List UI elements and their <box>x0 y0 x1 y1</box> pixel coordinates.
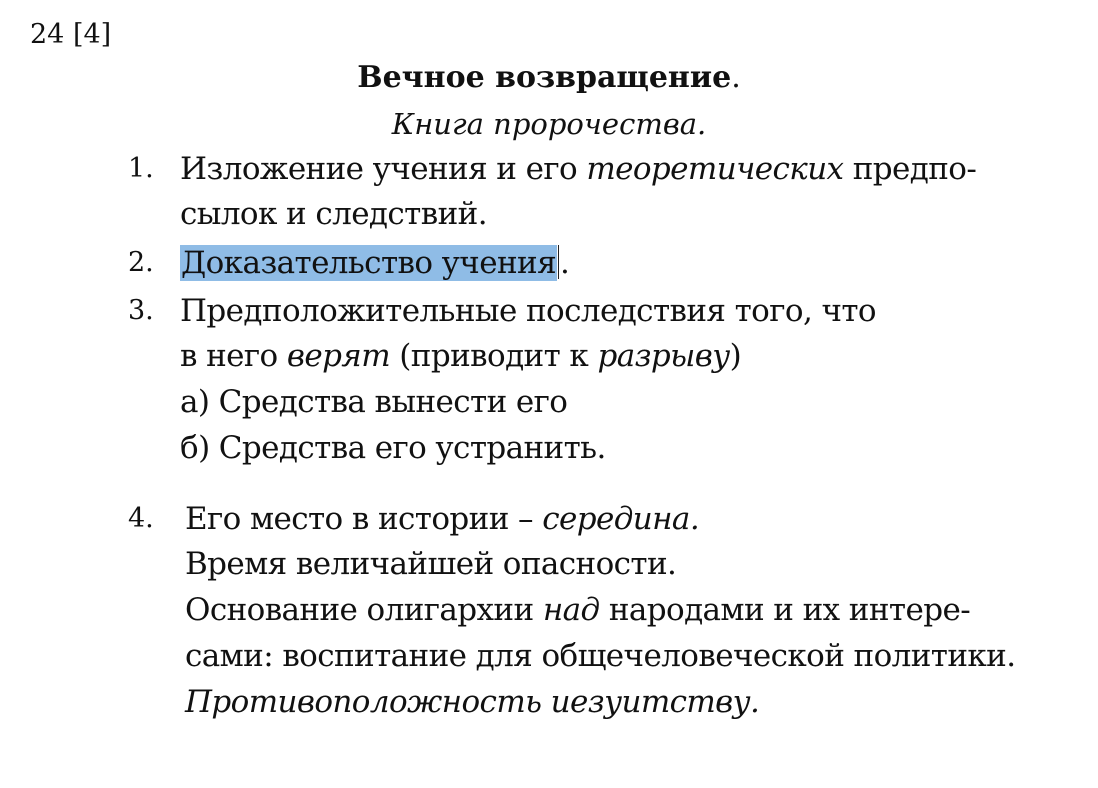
item-2-number: 2. <box>128 247 154 278</box>
item-4-line-1 <box>185 498 699 540</box>
item-3-text-a: в него <box>180 338 287 374</box>
title-text: Вечное возвращение <box>357 60 732 95</box>
item-1-number: 1. <box>128 153 154 184</box>
item-3-sub-b: б) Средства его устранить. <box>180 430 606 466</box>
item-2-period: . <box>560 245 570 281</box>
item-4-text-italic: середина. <box>542 501 700 537</box>
item-4-line-5: Противоположность иезуитству. <box>185 684 760 720</box>
text-cursor <box>558 245 559 279</box>
item-1-text-c: предпо- <box>843 151 977 187</box>
document-title <box>0 58 1098 98</box>
item-4-text-a: Его место в истории – <box>185 501 543 537</box>
item-3-text-italic-1: верят <box>286 338 391 374</box>
item-3-line-2 <box>180 335 741 377</box>
item-3-line-1: Предположительные последствия того, что <box>180 293 876 329</box>
item-1-text-italic: теоретических <box>586 151 844 187</box>
item-2-line-1[interactable] <box>180 242 569 284</box>
item-3-text-e: ) <box>729 338 742 374</box>
item-1-line-1 <box>180 148 976 190</box>
item-3-text-c: (приводит к <box>390 338 598 374</box>
item-1-text-a: Изложение учения и его <box>180 151 587 187</box>
item-3-sub-a: а) Средства вынести его <box>180 384 568 420</box>
item-3-text-italic-2: разрыву <box>597 338 730 374</box>
item-4-line-3 <box>185 589 970 631</box>
item-4-line-4: сами: воспитание для общечеловеческой политики. <box>185 638 1016 674</box>
item-4-number: 4. <box>128 503 154 534</box>
item-4-l3-a: Основание олигархии <box>185 592 543 628</box>
item-4-l3-italic: над <box>542 592 600 628</box>
item-3-number: 3. <box>128 295 154 326</box>
item-4-line-2: Время величайшей опасности. <box>185 546 677 582</box>
title-period: . <box>731 60 741 95</box>
item-4-l3-c: народами и их интере- <box>599 592 971 628</box>
page-reference: 24 [4] <box>30 19 112 50</box>
selected-text-highlight[interactable]: Доказательство учения <box>181 245 557 281</box>
document-subtitle: Книга пророчества. <box>391 107 707 141</box>
item-1-line-2: сылок и следствий. <box>180 196 487 232</box>
